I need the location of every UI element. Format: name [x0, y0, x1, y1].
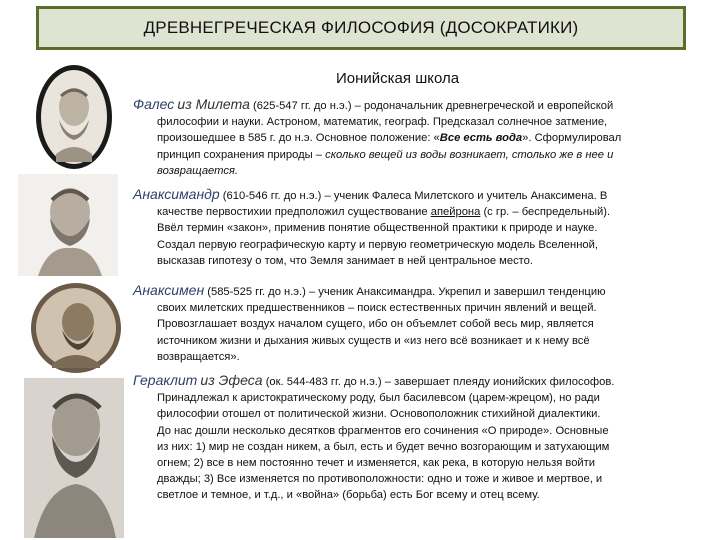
anaximander-portrait	[18, 174, 118, 276]
entry-text: Создал первую географическую карту и первую геометрическую модель Вселенной,	[157, 238, 598, 251]
key-quote: сколько вещей из воды возникает, столько же в нее и	[325, 148, 614, 161]
philosopher-name: Фалес	[133, 96, 175, 112]
entry-anaximander	[133, 186, 698, 269]
term-apeiron: апейрона	[430, 206, 481, 219]
entry-text: источником жизни и дыхания живых существ и «из него всё возникает и к нему всё	[157, 334, 590, 347]
philosopher-name: Анаксимен	[133, 282, 205, 298]
philosopher-name: Анаксимандр	[133, 186, 220, 202]
entry-text: произошедшее в 585 г. до н.э. Основное положение: «	[157, 132, 440, 145]
entry-text: высказав гипотезу о том, что Земля занимает в ней центральное место.	[157, 254, 533, 267]
entry-text: До нас дошли несколько десятков фрагментов его сочинения «О природе». Основные	[157, 424, 609, 437]
entry-anaximander-line-1	[133, 186, 698, 204]
entry-text: (585-525 гг. до н.э.) – ученик Анаксимандра. Укрепил и завершил тенденцию	[207, 286, 606, 298]
entry-heraclitus-line-1	[133, 372, 698, 390]
philosopher-origin: из Эфеса	[200, 372, 263, 388]
philosopher-origin: из Милета	[177, 96, 250, 112]
entry-heraclitus	[133, 372, 698, 504]
entry-text: Принадлежал к аристократическому роду, был басилевсом (царем-жрецом), но ради	[157, 392, 600, 405]
entry-text: возвращается».	[157, 350, 240, 363]
anaximenes-portrait	[30, 282, 122, 374]
entry-thales	[133, 96, 698, 179]
entry-text: из них: 1) мир не создан никем, а был, есть и будет вечно возгорающим и затухающим	[157, 440, 610, 453]
entry-text: своих милетских предшественников – поиск естественных причин явлений и вещей.	[157, 302, 597, 315]
entry-text: Ввёл термин «закон», применив понятие общественной практики к природе и науке.	[157, 222, 598, 235]
page-title: ДРЕВНЕГРЕЧЕСКАЯ ФИЛОСОФИЯ (ДОСОКРАТИКИ)	[143, 18, 579, 37]
entry-text: дважды; 3) Все изменяется по противоположности: одно и тоже и живое и мертвое, и	[157, 473, 603, 486]
title-banner	[36, 6, 686, 50]
entry-anaximenes	[133, 282, 698, 365]
entry-text: светлое и темное, и т.д., и «война» (борьба) есть Бог всему и отец всему.	[157, 489, 540, 502]
entry-text: огнем; 2) все в нем постоянно течет и изменяется, как река, в которую нельзя войти	[157, 457, 596, 470]
entry-text: ». Сформулировал	[522, 132, 622, 145]
entry-text: принцип сохранения природы –	[157, 148, 326, 161]
key-quote: возвращается.	[157, 164, 239, 177]
entry-text: философии отошел от политической жизни. Основоположник стихийной диалектики.	[157, 408, 601, 421]
heraclitus-portrait	[24, 378, 124, 538]
entry-text: качестве первостихии предположил существование	[157, 206, 431, 219]
entry-text: (ок. 544-483 гг. до н.э.) – завершает плеяду ионийских философов.	[265, 376, 615, 388]
entry-text-line	[133, 204, 698, 220]
entry-text: (610-546 гг. до н.э.) – ученик Фалеса Милетского и учитель Анаксимена. В	[222, 190, 608, 202]
entry-text-line	[133, 147, 698, 163]
entry-anaximenes-line-1	[133, 282, 698, 300]
section-title: Ионийская школа	[336, 70, 460, 87]
entry-text-line	[133, 130, 698, 146]
entry-text: (с гр. – беспредельный).	[480, 206, 611, 219]
entry-text: философии и науки. Астроном, математик, географ. Предсказал солнечное затмение,	[157, 116, 608, 129]
philosopher-name: Гераклит	[133, 372, 198, 388]
key-quote: Все есть вода	[439, 132, 523, 145]
thales-portrait	[34, 62, 114, 172]
entry-thales-line-1	[133, 96, 698, 114]
entry-text: Провозглашает воздух началом сущего, ибо он объемлет собой весь мир, является	[157, 318, 594, 331]
entry-text: (625-547 гг. до н.э.) – родоначальник древнегреческой и европейской	[252, 100, 614, 112]
